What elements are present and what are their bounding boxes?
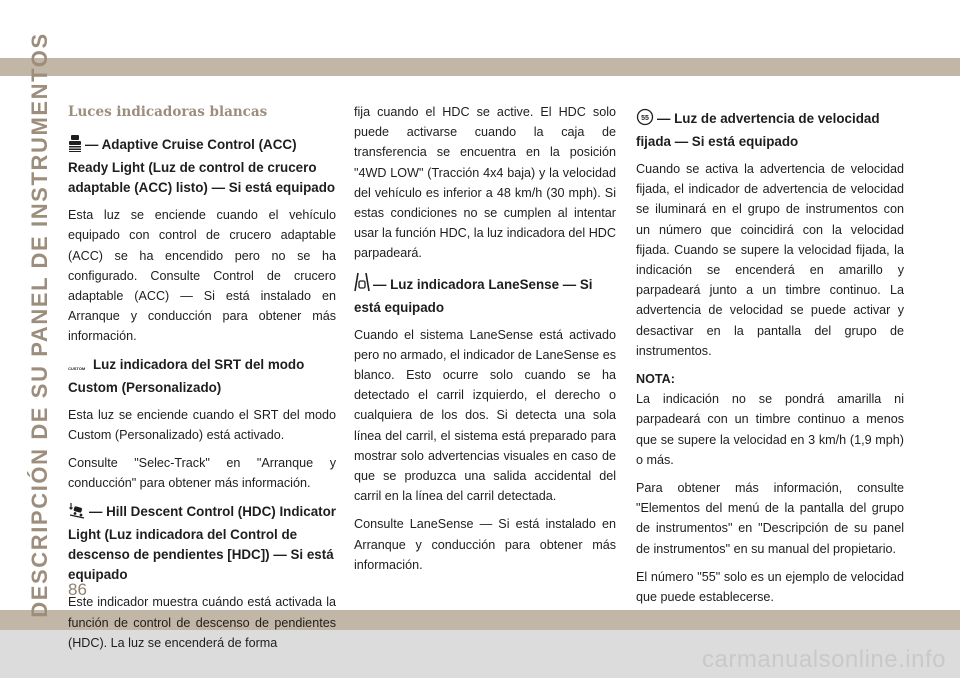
- srt-body-1: Esta luz se enciende cuando el SRT del modo Custom (Personalizado) está activado.: [68, 407, 336, 442]
- watermark: carmanualsonline.info: [702, 646, 946, 673]
- custom-icon-label: CUSTOM: [68, 365, 86, 371]
- side-title: [20, 32, 60, 618]
- column-2: [354, 102, 616, 583]
- column-1: [68, 100, 336, 661]
- srt-body-2: Consulte "Selec-Track" en "Arranque y conducción" para obtener más información.: [68, 456, 336, 491]
- lanesense-heading: [354, 272, 616, 318]
- note-label: NOTA:: [636, 372, 675, 387]
- acc-heading: [68, 134, 336, 198]
- speed-heading: [636, 108, 904, 152]
- custom-mode-icon: [68, 358, 90, 378]
- speed-body-1: Cuando se activa la advertencia de velocidad fijada, el indicador de advertencia de velocidad se iluminará en el grupo de instrumentos con un número que coincidirá con la velocidad fijada. Cuando se supere la velocidad fijada, la indicación se encenderá en amarillo y parpadeará junto a un timbre continuo. La advertencia de velocidad se puede activar y desactivar en la pantalla del grupo de instrumentos.: [636, 162, 904, 358]
- lanesense-heading-text: — Luz indicadora LaneSense — Si está equipado: [354, 276, 593, 315]
- srt-heading: [68, 355, 336, 398]
- lanesense-body-1: Cuando el sistema LaneSense está activado pero no armado, el indicador de LaneSense es blanco. Esto ocurre solo cuando se ha detectado el carril izquierdo, el derecho o cualquiera de los dos. Si detecta una sola línea del carril, el sistema está preparado para mostrar solo advertencias visuales en caso de que se produzca una salida accidental del carril en la línea del carril detectada.: [354, 327, 616, 504]
- hdc-body-a: Este indicador muestra cuándo está activada la función de control de descenso de pendientes (HDC). La luz se encenderá de forma: [68, 595, 336, 650]
- note-body: La indicación no se pondrá amarilla ni parpadeará con un timbre continuo a menos que se supere la velocidad en 3 km/h (1,9 mph) o más.: [636, 392, 904, 467]
- hill-descent-icon: [68, 501, 86, 525]
- speed-icon-label: 55: [641, 115, 649, 122]
- hdc-body-b: fija cuando el HDC se active. El HDC solo puede activarse cuando la caja de transferencia se encuentra en la posición "4WD LOW" (Tracción 4x4 baja) y la velocidad del vehículo es inferior a 48 km/h (30 mph). Si estas condiciones no se cumplen al intentar usar la función HDC, la luz indicadora del HDC parpadeará.: [354, 105, 616, 261]
- hdc-heading-text: — Hill Descent Control (HDC) Indicator Light (Luz indicadora del Control de descenso de pendientes [HDC]) — Si está equipado: [68, 504, 336, 583]
- lanesense-icon: [354, 272, 370, 298]
- speed-warning-icon: [636, 108, 654, 132]
- speed-body-2: Para obtener más información, consulte "Elementos del menú de la pantalla del grupo de instrumentos" en "Descripción de su panel de instrumentos" en su manual del propietario.: [636, 481, 904, 556]
- acc-heading-text: — Adaptive Cruise Control (ACC) Ready Light (Luz de control de crucero adaptable (ACC) listo) — Si está equipado: [68, 137, 336, 196]
- page-number: 86: [68, 580, 87, 599]
- side-title-text: DESCRIPCIÓN DE SU PANEL DE INSTRUMENTOS: [27, 32, 53, 618]
- lanesense-body-2: Consulte LaneSense — Si está instalado en Arranque y conducción para obtener más información.: [354, 517, 616, 572]
- speed-body-3: El número "55" solo es un ejemplo de velocidad que puede establecerse.: [636, 569, 904, 605]
- section-heading: Luces indicadoras blancas: [68, 104, 268, 120]
- srt-heading-text: Luz indicadora del SRT del modo Custom (Personalizado): [68, 356, 305, 395]
- speed-heading-text: — Luz de advertencia de velocidad fijada — Si está equipado: [636, 111, 880, 149]
- header-bar: [0, 58, 960, 76]
- hdc-heading: [68, 501, 336, 585]
- acc-body: Esta luz se enciende cuando el vehículo equipado con control de crucero adaptable (ACC) se ha encendido pero no se ha configurado. Consulte Control de crucero adaptable (ACC) — Si está instalado en Arranque y conducción para obtener más información.: [68, 208, 336, 344]
- header-band: [0, 0, 960, 76]
- acc-ready-light-icon: [68, 134, 82, 158]
- column-3: [636, 100, 904, 615]
